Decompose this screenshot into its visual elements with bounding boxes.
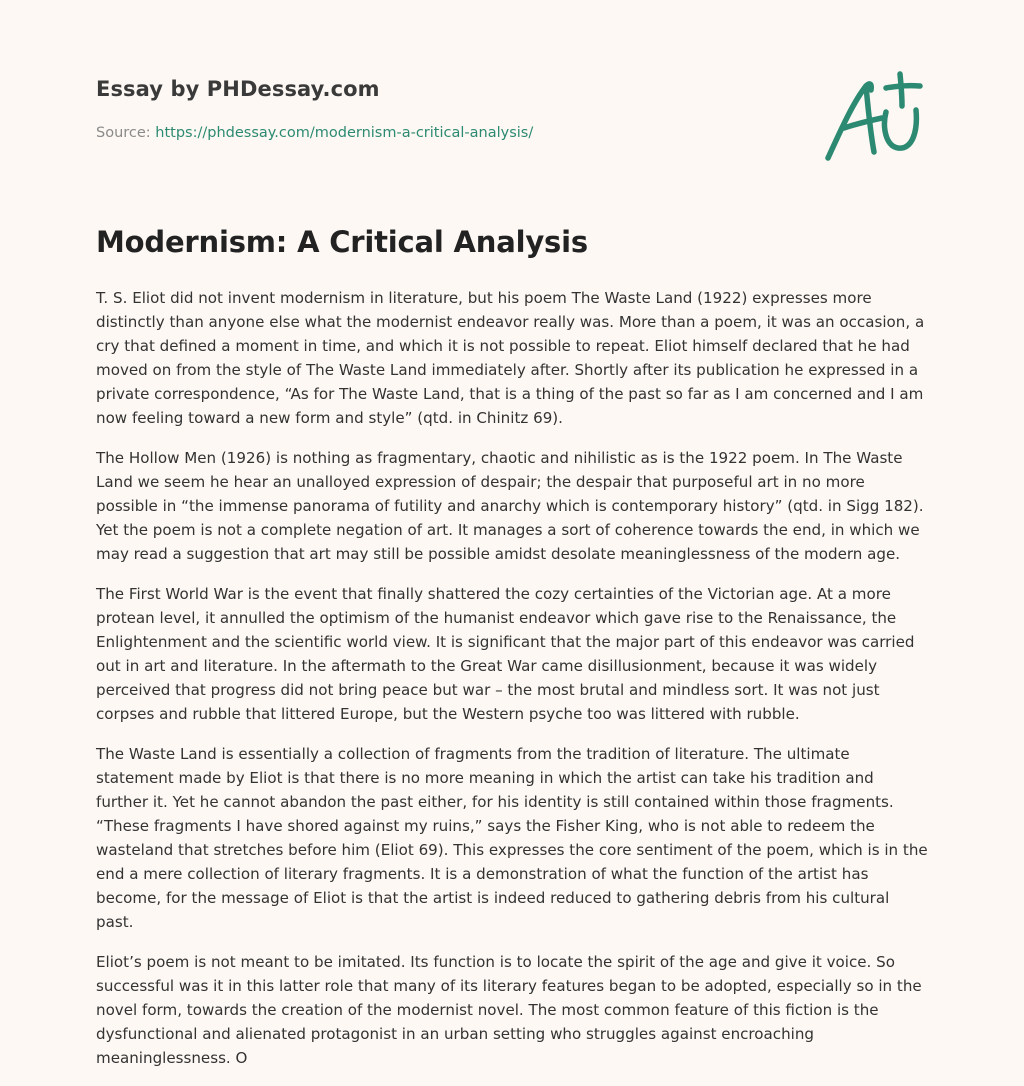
article-paragraph: The Hollow Men (1926) is nothing as fragmentary, chaotic and nihilistic as is the 1922 poem. In The Waste Land we seem he hear an unalloyed expression of despair; the despair that purposeful art in no more possible in “the immense panorama of futility and anarchy which is contemporary history” (qtd. in Sigg 182). Yet the poem is not a complete negation of art. It manages a sort of coherence towards the end, in which we may read a suggestion that art may still be possible amidst desolate meaninglessness of the modern age. bbox=[96, 449, 924, 563]
article-paragraph: Eliot’s poem is not meant to be imitated. Its function is to locate the spirit of the age and give it voice. So successful was it in this latter role that many of its literary features began to be adopted, especially so in the novel form, towards the creation of the modernist novel. The most common feature of this fiction is the dysfunctional and alienated protagonist in an urban setting who struggles against encroaching meaninglessness. O bbox=[96, 953, 922, 1067]
article-body bbox=[96, 286, 928, 1086]
article-paragraph: The First World War is the event that finally shattered the cozy certainties of the Victorian age. At a more protean level, it annulled the optimism of the humanist endeavor which gave rise to the Renaissance, the Enlightenment and the scientific world view. It is significant that the major part of this endeavor was carried out in art and literature. In the aftermath to the Great War came disillusionment, because it was widely perceived that progress did not bring peace but war – the most brutal and mindless sort. It was not just corpses and rubble that littered Europe, but the Western psyche too was littered with rubble. bbox=[96, 585, 915, 723]
page-header bbox=[96, 0, 928, 160]
brand-title: Essay by PHDessay.com bbox=[96, 77, 380, 101]
source-link[interactable]: https://phdessay.com/modernism-a-critical-analysis/ bbox=[155, 125, 534, 141]
article-paragraph: T. S. Eliot did not invent modernism in literature, but his poem The Waste Land (1922) expresses more distinctly than anyone else what the modernist endeavor really was. More than a poem, it was an occasion, a cry that defined a moment in time, and which it is not possible to repeat. Eliot himself declared that he had moved on from the style of The Waste Land immediately after. Shortly after its publication he expressed in a private correspondence, “As for The Waste Land, that is a thing of the past so far as I am concerned and I am now feeling toward a new form and style” (qtd. in Chinitz 69). bbox=[96, 289, 925, 427]
essay-page bbox=[96, 0, 928, 1067]
source-line bbox=[96, 125, 533, 141]
article-paragraph: The Waste Land is essentially a collection of fragments from the tradition of literature. The ultimate statement made by Eliot is that there is no more meaning in which the artist can take his tradition and further it. Yet he cannot abandon the past either, for his identity is still contained within those fragments. “These fragments I have shored against my ruins,” says the Fisher King, who is not able to redeem the wasteland that stretches before him (Eliot 69). This expresses the core sentiment of the poem, which is in the end a mere collection of literary fragments. It is a demonstration of what the function of the artist has become, for the message of Eliot is that the artist is indeed reduced to gathering debris from his cultural past. bbox=[96, 745, 928, 931]
source-label: Source: bbox=[96, 125, 156, 141]
article-title: Modernism: A Critical Analysis bbox=[96, 225, 588, 259]
a-plus-logo-icon bbox=[822, 66, 926, 166]
